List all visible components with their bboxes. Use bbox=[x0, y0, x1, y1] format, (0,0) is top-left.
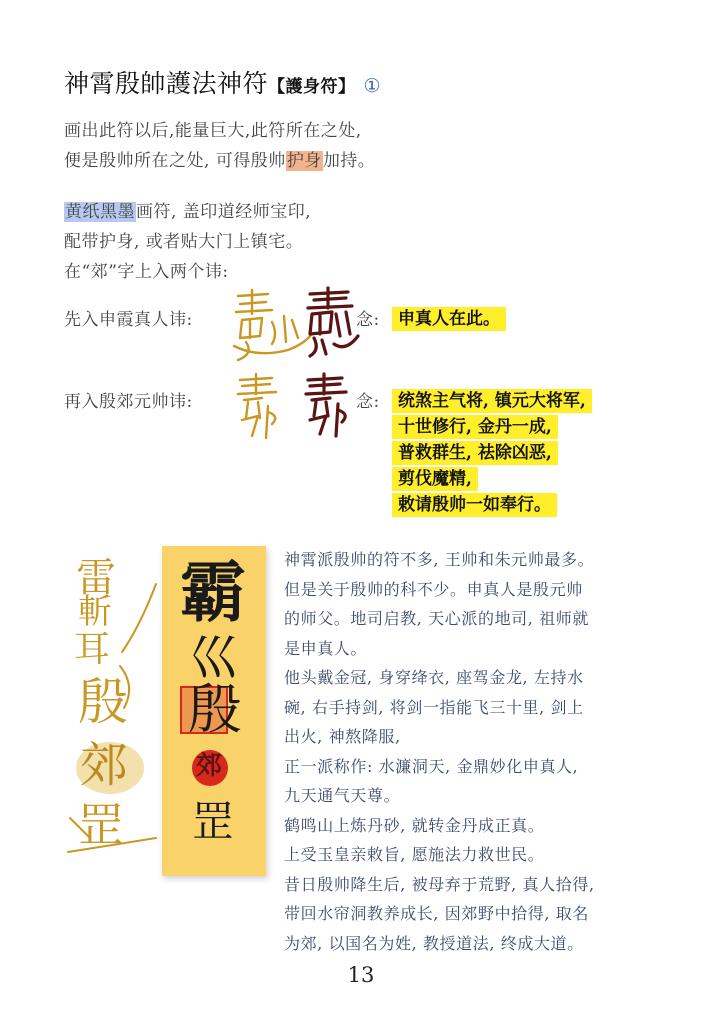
right-column-text bbox=[284, 545, 714, 958]
right-line: 是申真人。 bbox=[284, 638, 368, 658]
right-line: 上受玉皇亲敕旨, 愿施法力救世民。 bbox=[284, 845, 545, 864]
invocation-line: 敕请殷帅一如奉行。 bbox=[392, 493, 557, 517]
right-line: 但是关于殷帅的科不少。申真人是殷元帅 bbox=[284, 579, 583, 599]
talisman-glyph-2: 巛 bbox=[188, 629, 238, 687]
sketch-char-2: 斬 bbox=[78, 592, 112, 632]
instructions-paragraph bbox=[64, 197, 311, 287]
instructions-line-3: 在“郊”字上入两个讳: bbox=[64, 262, 229, 282]
title-tag: 【護身符】 bbox=[268, 77, 356, 97]
right-line: 昔日殷帅降生后, 被母弃于荒野, 真人拾得, bbox=[284, 874, 595, 894]
page-number: 13 bbox=[347, 963, 375, 987]
right-line: 为郊, 以国名为姓, 教授道法, 终成大道。 bbox=[284, 933, 584, 953]
row-1-label: 先入申霞真人讳: bbox=[64, 310, 193, 330]
invocation-line: 剪伐魔精, bbox=[392, 467, 478, 491]
talisman-sketch bbox=[60, 556, 160, 866]
right-line: 碗, 右手持剑, 将剑一指能飞三十里, 剑上 bbox=[284, 697, 584, 717]
page-title bbox=[64, 64, 381, 100]
invocation-line: 普救群生, 祛除凶恶, bbox=[392, 441, 558, 465]
intro-line-1: 画出此符以后,能量巨大,此符所在之处, bbox=[64, 121, 362, 141]
row-1-final-glyph bbox=[302, 286, 362, 360]
sketch-char-1: 雷 bbox=[76, 555, 116, 601]
intro-line-2: 便是殷帅所在之处, 可得殷帅护身加持。 bbox=[64, 151, 376, 171]
row-1-nian: 念: bbox=[356, 310, 380, 330]
title-text: 神霄殷帥護法神符 bbox=[64, 69, 269, 98]
instructions-line-1: 黄纸黑墨画符, 盖印道经师宝印, bbox=[65, 202, 312, 222]
talisman-glyph-bottom: 罡 bbox=[192, 797, 235, 846]
right-line: 出火, 神熬降服, bbox=[284, 727, 401, 746]
right-line: 正一派称作: 水濂洞天, 金鼎妙化申真人, bbox=[284, 756, 579, 776]
row-2-final-glyph bbox=[300, 372, 352, 440]
invocation-line: 十世修行, 金丹一成, bbox=[392, 415, 558, 439]
talisman-paper bbox=[162, 546, 266, 876]
talisman-glyph-3: 殷 bbox=[188, 678, 242, 741]
instructions-line-2: 配带护身, 或者贴大门上镇宅。 bbox=[64, 232, 304, 252]
highlight-hushen: 护身 bbox=[286, 151, 322, 171]
right-line: 的师父。地司启教, 天心派的地司, 祖师就 bbox=[284, 609, 589, 628]
sketch-char-4: 殷 bbox=[78, 673, 128, 731]
title-number: ① bbox=[363, 75, 382, 97]
highlight-paper-ink: 黄纸黑墨 bbox=[65, 202, 135, 222]
right-line: 带回水帘洞教养成长, 因郊野中拾得, 取名 bbox=[284, 904, 589, 923]
talisman-seal-char: 郊 bbox=[196, 751, 223, 781]
row-1-invocation bbox=[392, 306, 506, 332]
row-2-invocation bbox=[392, 388, 592, 518]
right-line: 鹤鸣山上炼丹砂, 就转金丹成正真。 bbox=[284, 815, 545, 835]
right-line: 神霄派殷帅的符不多, 王帅和朱元帅最多。 bbox=[284, 550, 595, 569]
row-2-nian: 念: bbox=[356, 392, 380, 412]
sketch-char-6: 罡 bbox=[78, 798, 124, 852]
right-line: 九天通气天尊。 bbox=[284, 786, 401, 805]
talisman-glyph-main: 霸 bbox=[180, 553, 246, 631]
sketch-char-3: 耳 bbox=[74, 629, 111, 670]
sketch-char-5: 郊 bbox=[80, 737, 129, 793]
intro-paragraph bbox=[64, 116, 375, 176]
row-2-label: 再入殷郊元帅讳: bbox=[64, 392, 193, 412]
invocation-line: 统煞主气将, 镇元大将军, bbox=[392, 389, 592, 413]
row-2-sketch-glyph bbox=[232, 372, 290, 444]
right-line: 他头戴金冠, 身穿绛衣, 座驾金龙, 左持水 bbox=[284, 668, 584, 687]
invocation-line: 申真人在此。 bbox=[392, 307, 506, 331]
